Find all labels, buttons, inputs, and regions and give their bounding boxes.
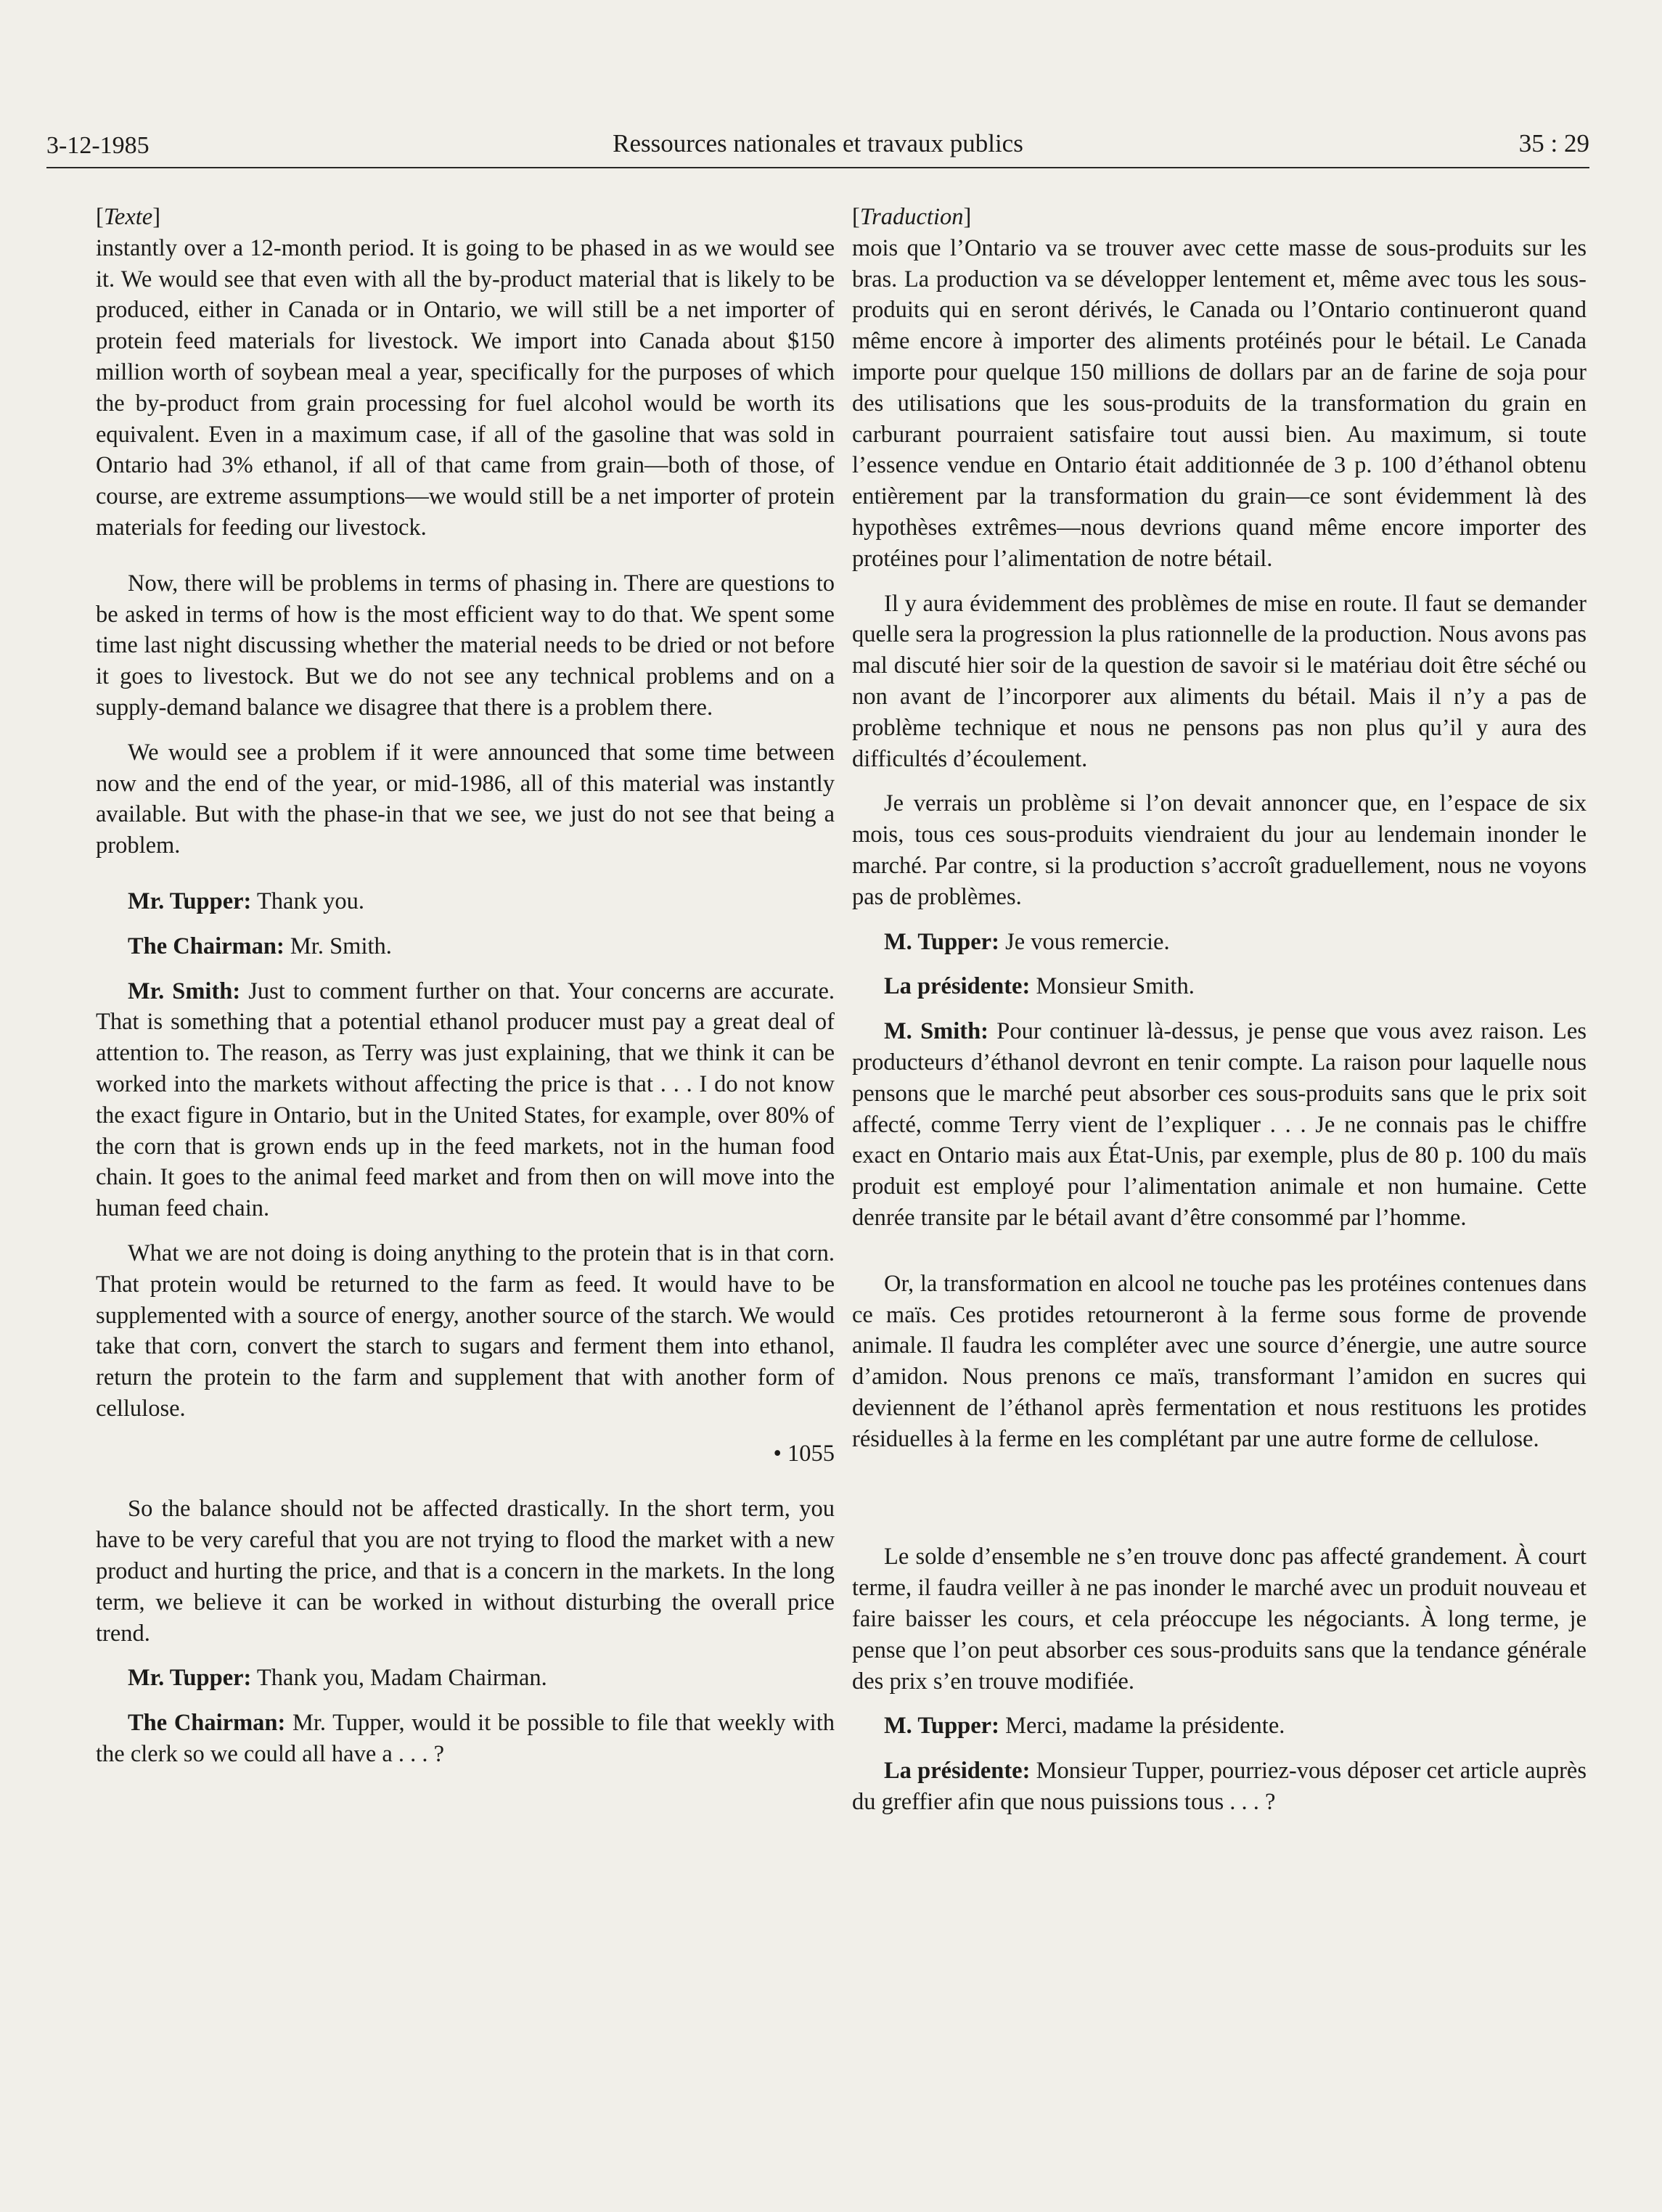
speaker-name: La présidente: — [884, 973, 1031, 1000]
speaker-name: M. Smith: — [884, 1018, 988, 1045]
speech-text: Monsieur Smith. — [1030, 973, 1195, 1000]
speech-text: Just to comment further on that. Your concerns are accurate. That is something that a potential ethanol producer must pay a great deal of attention to. The reason, as Terry was just explaining, that we think it can be worked into the markets without affecting the price is that . . . I do not know the exact figure in Ontario, but in the United States, for example, over 80% of the corn that is grown ends up in the feed markets, not in the human food chain. It goes to the animal feed market and from then on will move into the human feed chain. — [96, 978, 835, 1222]
page-header — [46, 122, 1589, 168]
speaker-name: Mr. Tupper: — [128, 888, 252, 914]
speaker-name: The Chairman: — [128, 933, 284, 959]
paragraph: mois que l’Ontario va se trouver avec cette masse de sous-produits sur les bras. La production va se développer lentement et, même avec tous les sous-produits qui en seront dérivés, le Canada ou l’Ontario continueront quand même encore à importer des aliments protéinés pour le bétail. Le Canada importe pour quelque 150 millions de dollars par an de farine de soja pour des utilisations que les sous-produits de la transformation du grain en carburant pourraient satisfaire tout aussi bien. Au maximum, si toute l’essence vendue en Ontario était additionnée de 3 p. 100 d’éthanol obtenu entièrement par la transformation du grain—ce sont évidemment là des hypothèses extrêmes—nous devrions quand même encore importer des protéines pour l’alimentation de notre bétail. — [852, 234, 1587, 572]
paragraph: What we are not doing is doing anything to the protein that is in that corn. That protein would be returned to the farm as feed. It would have to be supplemented with a source of energy, another source of the starch. We would take that corn, convert the starch to sugars and ferment them into ethanol, return the protein to the farm and supplement that with another form of cellulose. — [96, 1240, 835, 1422]
speech-paragraph — [96, 1708, 835, 1770]
speech-text: Monsieur Tupper, pourriez-vous déposer cet article auprès du greffier afin que nous puissions tous . . . ? — [852, 1758, 1587, 1816]
english-column — [96, 202, 835, 1784]
paragraph: instantly over a 12-month period. It is going to be phased in as we would see it. We would see that even with all the by-product material that is likely to be produced, either in Canada or in Ontario, we will still be a net importer of protein feed materials for livestock. We import into Canada about $150 million worth of soybean meal a year, specifically for the purposes of which the by-product from grain processing for fuel alcohol would be worth its equivalent. Even in a maximum case, if all of the gasoline that was sold in Ontario had 3% ethanol, if all of that came from grain—both of those, of course, are extreme assumptions—we would still be a net importer of protein materials for feeding our livestock. — [96, 234, 835, 541]
speaker-name: La présidente: — [884, 1758, 1031, 1785]
speech-paragraph — [96, 1663, 835, 1694]
paragraph: So the balance should not be affected drastically. In the short term, you have to be very careful that you are not trying to flood the market with a new product and hurting the price, and that is a concern in the markets. In the long term, we believe it can be worked in without disturbing the overall price trend. — [96, 1496, 835, 1647]
column-label-traduction: [Traduction] — [852, 204, 972, 230]
header-date: 3-12-1985 — [46, 132, 150, 159]
header-title: Ressources nationales et travaux publics — [613, 129, 1023, 157]
speech-text: Thank you, Madam Chairman. — [251, 1665, 547, 1692]
speech-paragraph — [852, 1016, 1587, 1234]
paragraph: Il y aura évidemment des problèmes de mise en route. Il faut se demander quelle sera la progression la plus rationnelle de la production. Nous avons pas mal discuté hier soir de la question de savoir si le matériau doit être séché ou non avant de l’incorporer aux aliments du bétail. Mais il n’y a pas de problème technique et nous ne pensons pas non plus qu’il y aura des difficultés d’écoulement. — [852, 590, 1587, 772]
paragraph: We would see a problem if it were announced that some time between now and the end of the year, or mid-1986, all of this material was instantly available. But with the phase-in that we see, we just do not see that being a problem. — [96, 739, 835, 859]
speech-paragraph — [852, 1711, 1587, 1742]
speech-paragraph — [852, 971, 1587, 1002]
time-marker: • 1055 — [773, 1440, 835, 1467]
speech-text: Mr. Tupper, would it be possible to file that weekly with the clerk so we could all have a . . . ? — [96, 1710, 835, 1768]
speaker-name: M. Tupper: — [884, 928, 999, 955]
paragraph: Je verrais un problème si l’on devait annoncer que, en l’espace de six mois, tous ces sous-produits viendraient du jour au lendemain inonder le marché. Par contre, si la production s’accroît graduellement, nous ne voyons pas de problèmes. — [852, 790, 1587, 910]
speaker-name: Mr. Smith: — [128, 978, 241, 1004]
header-page-number: 35 : 29 — [1518, 129, 1589, 157]
speech-text: Pour continuer là-dessus, je pense que vous avez raison. Les producteurs d’éthanol devront en tenir compte. La raison pour laquelle nous pensons que le marché peut absorber ces sous-produits sans que le prix soit affecté, comme Terry vient de l’expliquer . . . Je ne connais pas le chiffre exact en Ontario mais aux État-Unis, par exemple, plus de 80 p. 100 du maïs produit est employé pour l’alimentation animale et non humaine. Cette denrée transite par le bétail avant d’être consommé par l’homme. — [852, 1018, 1587, 1231]
column-label-text: Traduction — [859, 204, 964, 230]
paragraph: Le solde d’ensemble ne s’en trouve donc pas affecté grandement. À court terme, il faudra veiller à ne pas inonder le marché avec un produit nouveau et faire baisser les cours, et cela préoccupe les négociants. À long terme, je pense que l’on peut absorber ces sous-produits sans que la tendance générale des prix s’en trouve modifiée. — [852, 1544, 1587, 1695]
speech-text: Merci, madame la présidente. — [999, 1713, 1285, 1740]
column-label-text: Texte — [103, 204, 153, 230]
speech-text: Thank you. — [251, 888, 364, 914]
paragraph: Now, there will be problems in terms of phasing in. There are questions to be asked in terms of how is the most efficient way to do that. We spent some time last night discussing whether the material needs to be dried or not before it goes to livestock. But we do not see any technical problems and on a supply-demand balance we disagree that there is a problem there. — [96, 570, 835, 721]
french-column — [852, 202, 1587, 1832]
speech-paragraph — [852, 1756, 1587, 1818]
speech-paragraph — [96, 931, 835, 962]
speaker-name: M. Tupper: — [884, 1713, 999, 1740]
speech-paragraph — [96, 976, 835, 1224]
paragraph: Or, la transformation en alcool ne touche pas les protéines contenues dans ce maïs. Ces protides retourneront à la ferme sous forme de provende animale. Il faudra les compléter avec une source d’énergie, une autre source d’amidon. Nous prenons ce maïs, transformant l’amidon en sucres qui deviennent de l’éthanol après fermentation et nous restituons les protides résiduelles à la ferme en les complétant par une autre forme de cellulose. — [852, 1270, 1587, 1452]
speech-paragraph — [96, 886, 835, 917]
speech-text: Mr. Smith. — [284, 933, 392, 959]
speaker-name: The Chairman: — [128, 1710, 286, 1737]
speaker-name: Mr. Tupper: — [128, 1665, 252, 1692]
speech-paragraph — [852, 927, 1587, 958]
column-label-texte: [Texte] — [96, 204, 161, 230]
speech-text: Je vous remercie. — [999, 928, 1170, 955]
